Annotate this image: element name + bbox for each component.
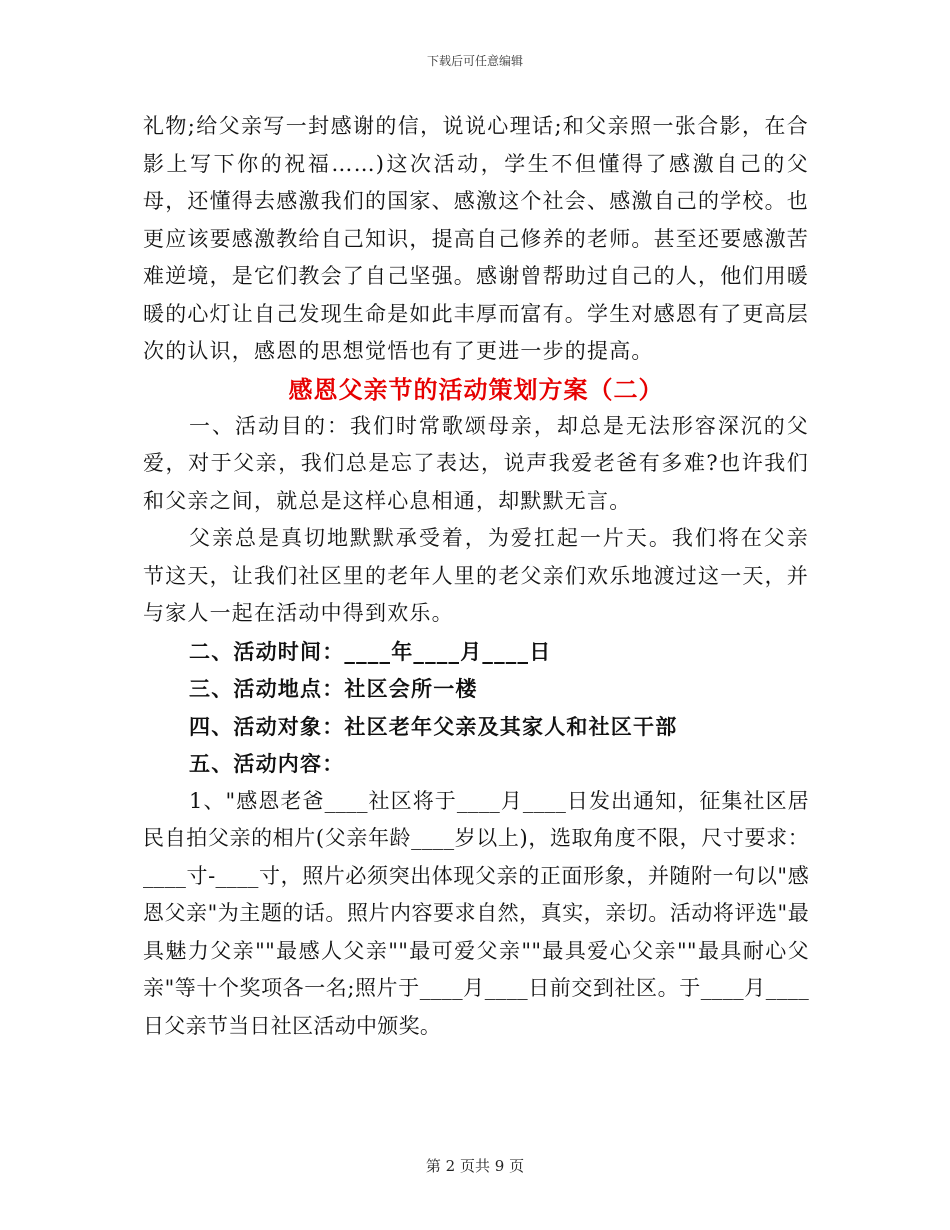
paragraph-purpose: 一、活动目的：我们时常歌颂母亲，却总是无法形容深沉的父爱，对于父亲，我们总是忘了表达，说声我爱老爸有多难?也许我们和父亲之间，就总是这样心息相通，却默默无言。	[143, 413, 809, 513]
item-activity-content: 五、活动内容：	[189, 751, 345, 776]
section-title: 感恩父亲节的活动策划方案（二）	[288, 374, 664, 404]
paragraph-continued: 礼物;给父亲写一封感谢的信，说说心理话;和父亲照一张合影，在合影上写下你的祝福……)这次活动，学生不但懂得了感激自己的父母，还懂得去感激我们的国家、感激这个社会、感激自己的学校。也更应该要感激教给自己知识，提高自己修养的老师。甚至还要感激苦难逆境，是它们教会了自己坚强。感谢曾帮助过自己的人，他们用暖暖的心灯让自己发现生命是如此丰厚而富有。学生对感恩有了更高层次的认识，感恩的思想觉悟也有了更进一步的提高。	[143, 114, 809, 363]
page-footer: 第 2 页共 9 页	[425, 1157, 525, 1175]
item-activity-time: 二、活动时间：____年____月____日	[189, 638, 552, 664]
item-activity-target: 四、活动对象：社区老年父亲及其家人和社区干部	[189, 713, 678, 739]
document-body	[143, 108, 809, 1045]
paragraph-intro: 父亲总是真切地默默承受着，为爱扛起一片天。我们将在父亲节这天，让我们社区里的老年人里的老父亲们欢乐地渡过这一天，并与家人一起在活动中得到欢乐。	[143, 526, 809, 625]
paragraph-content-detail: 1、"感恩老爸____社区将于____月____日发出通知，征集社区居民自拍父亲的相片(父亲年龄____岁以上)，选取角度不限，尺寸要求：____寸-____寸，照片必须突出体现父亲的正面形象，并随附一句以"感恩父亲"为主题的话。照片内容要求自然，真实，亲切。活动将评选"最具魅力父亲""最感人父亲""最可爱父亲""最具爱心父亲""最具耐心父亲"等十个奖项各一名;照片于____月____日前交到社区。于____月____日父亲节当日社区活动中颁奖。	[143, 788, 809, 1038]
item-activity-place: 三、活动地点：社区会所一楼	[189, 676, 478, 701]
page-header: 下载后可任意编辑	[426, 54, 523, 68]
